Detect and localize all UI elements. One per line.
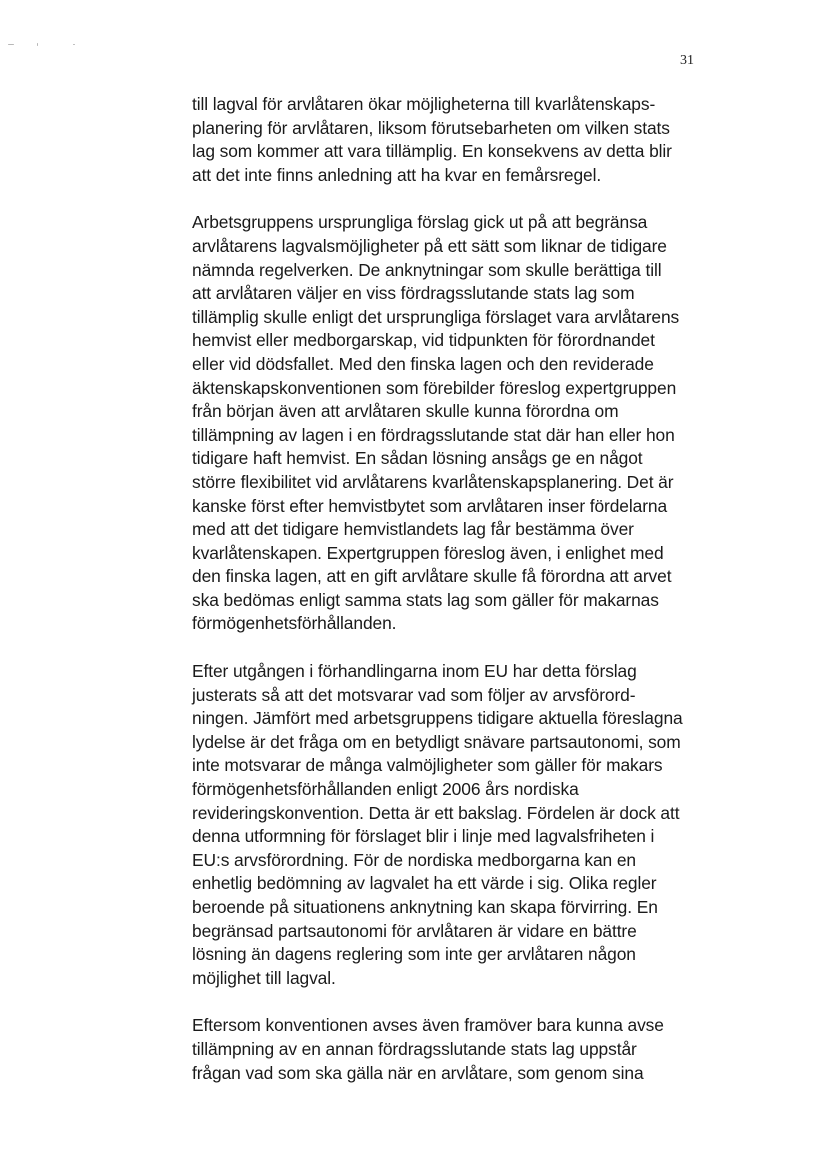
scan-speck (8, 44, 14, 45)
text-line: ningen. Jämfört med arbetsgruppens tidigare aktuella föreslagna (192, 708, 683, 729)
text-line: planering för arvlåtaren, liksom förutsebarheten om vilken stats (192, 117, 670, 138)
page-number: 31 (680, 53, 694, 68)
paragraph-2 (192, 211, 752, 636)
paragraph-1 (192, 93, 752, 187)
text-line: denna utformning för förslaget blir i linje med lagvalsfriheten i (192, 826, 655, 847)
text-line: nämnda regelverken. De anknytningar som skulle berättiga till (192, 259, 662, 280)
body-text (192, 93, 752, 1109)
text-line: till lagval för arvlåtaren ökar möjligheterna till kvarlåtenskaps- (192, 94, 656, 114)
text-line: lydelse är det fråga om en betydligt snävare partsautonomi, som (192, 731, 681, 752)
text-line: kanske först efter hemvistbytet som arvlåtaren inser fördelarna (192, 495, 668, 516)
text-line: med att det tidigare hemvistlandets lag får bestämma över (192, 519, 634, 540)
text-line: eller vid dödsfallet. Med den finska lagen och den reviderade (192, 353, 654, 374)
text-line: lösning än dagens reglering som inte ger arvlåtaren någon (192, 944, 636, 965)
text-line: ska bedömas enligt samma stats lag som gäller för makarnas (192, 589, 659, 610)
paragraph-3 (192, 660, 752, 990)
text-line: att det inte finns anledning att ha kvar en femårsregel. (192, 164, 602, 185)
text-line: Efter utgången i förhandlingarna inom EU har detta förslag (192, 661, 637, 682)
text-line: beroende på situationens anknytning kan skapa förvirring. En (192, 897, 658, 917)
text-line: tillämpning av en annan fördragsslutande stats lag uppstår (192, 1038, 637, 1059)
text-line: förmögenhetsförhållanden. (192, 613, 397, 634)
text-line: tillämplig skulle enligt det ursprungliga förslaget vara arvlåtarens (192, 306, 680, 327)
text-line: tidigare haft hemvist. En sådan lösning ansågs ge en något (192, 448, 643, 469)
text-line: EU:s arvsförordning. För de nordiska medborgarna kan en (192, 849, 636, 870)
text-line: från början även att arvlåtaren skulle kunna förordna om (192, 401, 619, 422)
text-line: arvlåtarens lagvalsmöjligheter på ett sätt som liknar de tidigare (192, 235, 667, 256)
text-line: kvarlåtenskapen. Expertgruppen föreslog även, i enlighet med (192, 542, 664, 563)
text-line: Eftersom konventionen avses även framöver bara kunna avse (192, 1015, 664, 1036)
text-line: äktenskapskonventionen som förebilder föreslog expertgruppen (192, 377, 677, 398)
text-line: justerats så att det motsvarar vad som följer av arvsförord- (192, 684, 636, 705)
text-line: möjlighet till lagval. (192, 967, 336, 988)
scan-speck (37, 43, 38, 46)
scan-speck (73, 44, 75, 45)
text-line: enhetlig bedömning av lagvalet ha ett värde i sig. Olika regler (192, 873, 657, 894)
text-line: inte motsvarar de många valmöjligheter som gäller för makars (192, 755, 663, 776)
text-line: större flexibilitet vid arvlåtarens kvarlåtenskapsplanering. Det är (192, 471, 674, 492)
text-line: den finska lagen, att en gift arvlåtare skulle få förordna att arvet (192, 566, 672, 587)
text-line: begränsad partsautonomi för arvlåtaren är vidare en bättre (192, 920, 637, 941)
text-line: förmögenhetsförhållanden enligt 2006 års nordiska (192, 779, 579, 800)
text-line: lag som kommer att vara tillämplig. En konsekvens av detta blir (192, 141, 672, 162)
text-line: tillämpning av lagen i en fördragsslutande stat där han eller hon (192, 424, 675, 445)
text-line: Arbetsgruppens ursprungliga förslag gick ut på att begränsa (192, 212, 648, 233)
paragraph-4 (192, 1014, 752, 1085)
text-line: revideringskonvention. Detta är ett bakslag. Fördelen är dock att (192, 802, 680, 823)
text-line: att arvlåtaren väljer en viss fördragsslutande stats lag som (192, 283, 635, 304)
text-line: hemvist eller medborgarskap, vid tidpunkten för förordnandet (192, 330, 655, 351)
text-line: frågan vad som ska gälla när en arvlåtare, som genom sina (192, 1062, 644, 1083)
